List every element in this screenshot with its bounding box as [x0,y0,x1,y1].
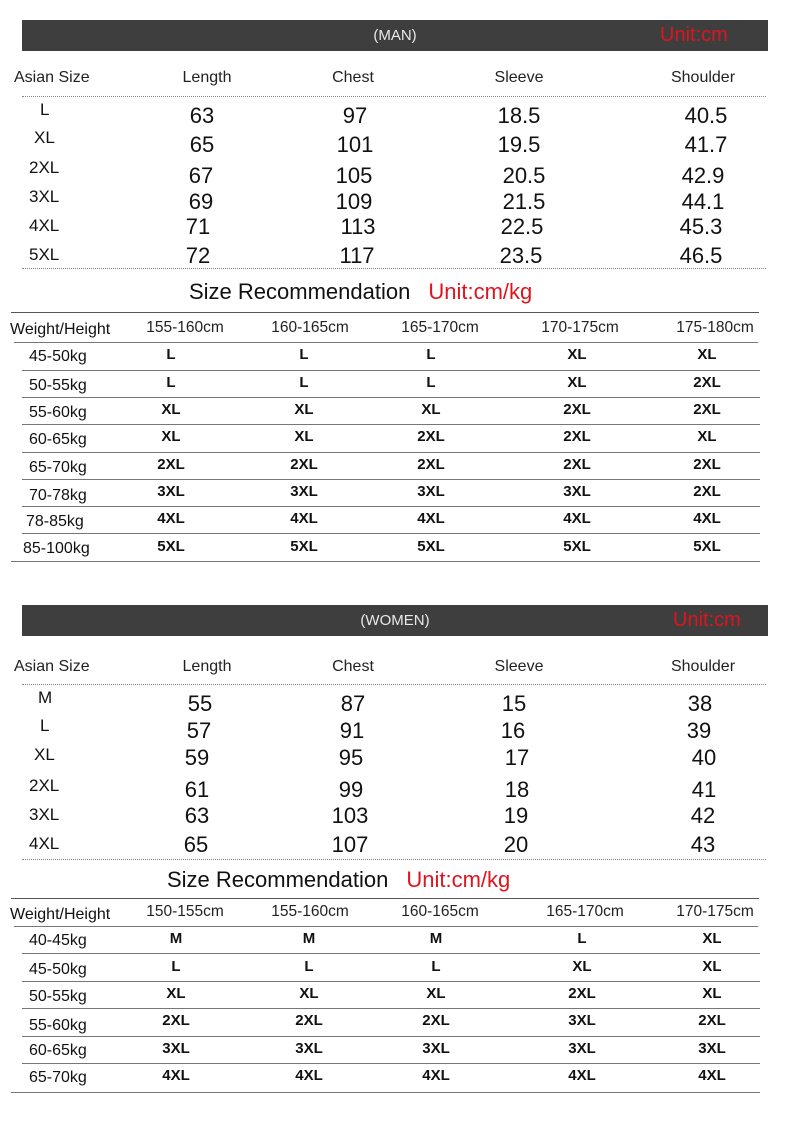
size-rec-cell: XL [166,985,186,1002]
col-header-shoulder: Shoulder [670,69,736,86]
size-cell: 2XL [29,158,60,177]
size-rec-cell: M [429,930,443,947]
size-rec-cell: L [304,958,314,975]
chest-cell: 97 [342,103,368,128]
col-header-length: Length [182,658,232,675]
weight-cell: 45-50kg [29,348,87,365]
size-rec-cell: XL [567,374,587,391]
rec-unit: Unit:cm/kg [428,279,533,304]
chest-cell: 99 [338,777,364,802]
chest-cell: 107 [331,832,369,857]
shoulder-cell: 39 [686,718,712,743]
size-rec-cell: XL [702,958,722,975]
size-rec-cell: 2XL [157,456,185,473]
size-rec-cell: XL [697,428,717,445]
divider [22,684,766,685]
size-rec-cell: 2XL [422,1012,450,1029]
size-rec-cell: L [166,346,176,363]
col-header-sleeve: Sleeve [494,658,544,675]
sleeve-cell: 19 [503,803,529,828]
size-rec-cell: 2XL [568,985,596,1002]
size-rec-cell: 2XL [295,1012,323,1029]
size-cell: L [40,716,50,735]
size-rec-cell: 3XL [295,1040,323,1057]
size-rec-cell: L [299,346,309,363]
divider [22,96,766,97]
divider [22,859,766,860]
divider [11,561,760,562]
weight-cell: 50-55kg [29,988,87,1005]
weight-height-header: Weight/Height [10,321,111,338]
col-header-length: Length [182,69,232,86]
size-rec-cell: 2XL [417,456,445,473]
size-cell: XL [34,128,55,147]
size-rec-cell: 4XL [162,1067,190,1084]
rec-title: Size Recommendation [167,867,389,892]
length-cell: 65 [183,832,209,857]
chest-cell: 87 [340,691,366,716]
size-rec-cell: 5XL [157,538,185,555]
size-rec-cell: 3XL [568,1012,596,1029]
size-rec-cell: 3XL [157,483,185,500]
size-rec-cell: 5XL [290,538,318,555]
divider [22,1063,760,1064]
sleeve-cell: 22.5 [500,214,544,239]
weight-cell: 78-85kg [26,513,84,530]
size-rec-cell: 4XL [157,510,185,527]
size-rec-cell: XL [161,428,181,445]
height-header: 160-165cm [401,903,479,920]
weight-cell: 85-100kg [23,540,90,557]
chest-cell: 91 [339,718,365,743]
size-cell: 4XL [29,834,60,853]
divider [22,506,760,507]
size-rec-cell: XL [294,401,314,418]
rec-title: Size Recommendation [189,279,411,304]
size-rec-cell: XL [161,401,181,418]
height-header: 150-155cm [146,903,224,920]
size-rec-cell: L [426,374,436,391]
size-rec-cell: 4XL [698,1067,726,1084]
divider [11,898,759,899]
divider [22,268,766,269]
divider [11,312,759,313]
size-cell: 3XL [29,805,60,824]
man-rec-heading [189,279,532,305]
col-header-asian-size: Asian Size [14,69,90,86]
divider [22,981,760,982]
height-header: 175-180cm [676,319,754,336]
size-rec-cell: 4XL [693,510,721,527]
man-header-bar [22,20,768,51]
size-rec-cell: M [302,930,316,947]
size-cell: 4XL [29,216,60,235]
size-rec-cell: XL [294,428,314,445]
sleeve-cell: 17 [504,745,530,770]
height-header: 170-175cm [541,319,619,336]
divider [14,926,758,927]
size-rec-cell: 2XL [290,456,318,473]
size-cell: 5XL [29,245,60,264]
sleeve-cell: 23.5 [499,243,543,268]
size-rec-cell: 5XL [693,538,721,555]
length-cell: 61 [184,777,210,802]
chest-cell: 95 [338,745,364,770]
length-cell: 63 [184,803,210,828]
size-rec-cell: 2XL [417,428,445,445]
weight-cell: 60-65kg [29,431,87,448]
height-header: 170-175cm [676,903,754,920]
size-rec-cell: XL [572,958,592,975]
women-rec-heading [167,867,510,893]
women-header-bar [22,605,768,636]
shoulder-cell: 41 [691,777,717,802]
size-rec-cell: 2XL [693,374,721,391]
chest-cell: 101 [336,132,374,157]
shoulder-cell: 41.7 [684,132,728,157]
height-header: 165-170cm [546,903,624,920]
size-rec-cell: 3XL [698,1040,726,1057]
divider [22,397,760,398]
height-header: 165-170cm [401,319,479,336]
size-rec-cell: 5XL [563,538,591,555]
weight-cell: 45-50kg [29,961,87,978]
size-rec-cell: XL [567,346,587,363]
size-rec-cell: 5XL [417,538,445,555]
divider [22,533,760,534]
divider [22,452,760,453]
length-cell: 69 [188,189,214,214]
size-cell: 3XL [29,187,60,206]
size-rec-cell: 4XL [563,510,591,527]
size-rec-cell: XL [426,985,446,1002]
size-rec-cell: 4XL [290,510,318,527]
size-cell: XL [34,745,55,764]
divider [22,370,760,371]
height-header: 155-160cm [146,319,224,336]
sleeve-cell: 18.5 [497,103,541,128]
length-cell: 55 [187,691,213,716]
divider [22,1036,760,1037]
divider [11,1092,760,1093]
size-rec-cell: 2XL [162,1012,190,1029]
weight-cell: 50-55kg [29,377,87,394]
col-header-chest: Chest [332,658,374,675]
size-rec-cell: L [426,346,436,363]
divider [22,953,760,954]
weight-cell: 65-70kg [29,459,87,476]
weight-cell: 60-65kg [29,1042,87,1059]
length-cell: 65 [189,132,215,157]
divider [22,1008,760,1009]
size-rec-cell: 2XL [563,456,591,473]
weight-height-header: Weight/Height [10,906,111,923]
women-unit-label: Unit:cm [673,609,741,631]
shoulder-cell: 42.9 [681,163,725,188]
shoulder-cell: 38 [687,691,713,716]
col-header-shoulder: Shoulder [670,658,736,675]
sleeve-cell: 15 [501,691,527,716]
chest-cell: 117 [339,243,375,268]
sleeve-cell: 16 [500,718,526,743]
col-header-asian-size: Asian Size [14,658,90,675]
sleeve-cell: 20.5 [502,163,546,188]
chest-cell: 109 [335,189,373,214]
man-unit-label: Unit:cm [660,24,728,46]
length-cell: 57 [186,718,212,743]
length-cell: 63 [189,103,215,128]
size-rec-cell: XL [421,401,441,418]
size-rec-cell: 4XL [417,510,445,527]
length-cell: 59 [184,745,210,770]
size-rec-cell: 4XL [422,1067,450,1084]
sleeve-cell: 18 [504,777,530,802]
size-rec-cell: XL [697,346,717,363]
shoulder-cell: 40.5 [684,103,728,128]
col-header-sleeve: Sleeve [494,69,544,86]
size-rec-cell: XL [702,930,722,947]
chest-cell: 105 [335,163,373,188]
size-rec-cell: L [171,958,181,975]
shoulder-cell: 46.5 [679,243,723,268]
size-rec-cell: 3XL [568,1040,596,1057]
length-cell: 71 [185,214,211,239]
divider [14,342,758,343]
size-rec-cell: 3XL [563,483,591,500]
size-rec-cell: 3XL [422,1040,450,1057]
size-cell: L [40,100,50,119]
size-cell: 2XL [29,776,60,795]
size-rec-cell: 2XL [693,483,721,500]
size-rec-cell: 4XL [295,1067,323,1084]
size-rec-cell: 3XL [162,1040,190,1057]
weight-cell: 70-78kg [29,487,87,504]
height-header: 155-160cm [271,903,349,920]
size-rec-cell: L [299,374,309,391]
divider [22,479,760,480]
shoulder-cell: 44.1 [681,189,725,214]
size-rec-cell: 2XL [693,456,721,473]
size-rec-cell: L [577,930,587,947]
size-rec-cell: 3XL [417,483,445,500]
size-rec-cell: 3XL [290,483,318,500]
man-title: (MAN) [373,27,417,44]
size-rec-cell: 2XL [698,1012,726,1029]
size-rec-cell: L [166,374,176,391]
shoulder-cell: 42 [690,803,716,828]
length-cell: 67 [188,163,214,188]
chest-cell: 103 [331,803,369,828]
rec-unit: Unit:cm/kg [406,867,511,892]
divider [22,424,760,425]
size-rec-cell: L [431,958,441,975]
shoulder-cell: 43 [690,832,716,857]
size-rec-cell: 2XL [563,401,591,418]
weight-cell: 55-60kg [29,404,87,421]
sleeve-cell: 19.5 [497,132,541,157]
weight-cell: 55-60kg [29,1017,87,1034]
height-header: 160-165cm [271,319,349,336]
size-rec-cell: 4XL [568,1067,596,1084]
sleeve-cell: 21.5 [502,189,546,214]
size-rec-cell: XL [702,985,722,1002]
weight-cell: 65-70kg [29,1069,87,1086]
col-header-chest: Chest [332,69,374,86]
length-cell: 72 [185,243,211,268]
size-rec-cell: 2XL [693,401,721,418]
size-rec-cell: M [169,930,183,947]
size-rec-cell: XL [299,985,319,1002]
size-cell: M [38,688,53,707]
shoulder-cell: 40 [691,745,717,770]
weight-cell: 40-45kg [29,932,87,949]
shoulder-cell: 45.3 [679,214,723,239]
chest-cell: 113 [340,214,376,239]
sleeve-cell: 20 [503,832,529,857]
size-rec-cell: 2XL [563,428,591,445]
women-title: (WOMEN) [360,612,430,629]
